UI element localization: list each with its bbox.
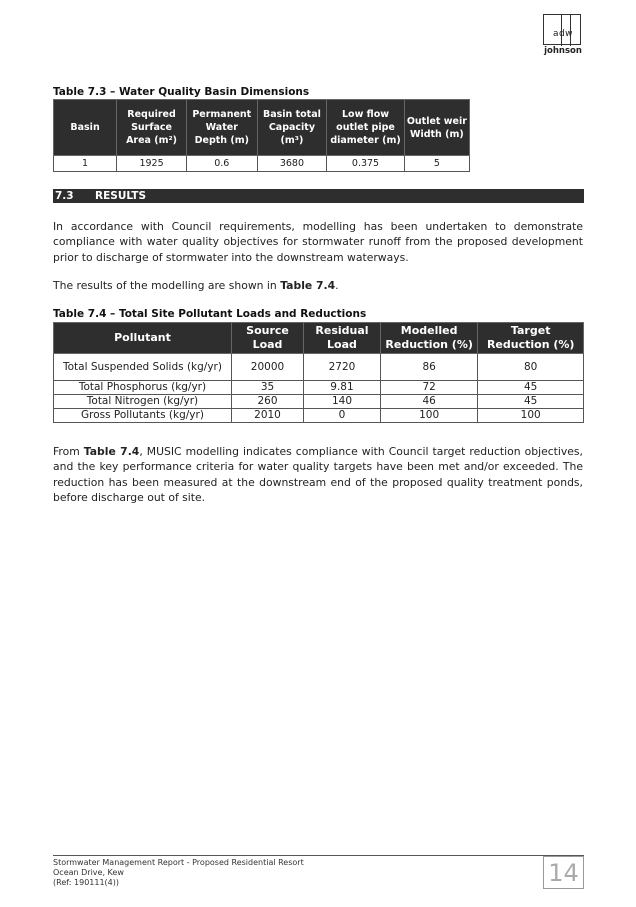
table-cell: Gross Pollutants (kg/yr) — [54, 409, 232, 423]
table-row — [54, 409, 584, 423]
section-number: 7.3 — [55, 190, 74, 202]
table-cell: 45 — [478, 381, 584, 395]
table-cell: 100 — [478, 409, 584, 423]
table-cell: 72 — [380, 381, 478, 395]
footer-location: Ocean Drive, Kew — [53, 868, 124, 877]
footer-info — [53, 858, 304, 888]
footer-reference: (Ref: 190111(4)) — [53, 878, 120, 887]
table-cell: 2720 — [304, 354, 381, 381]
table-cell: 5 — [404, 156, 469, 172]
pollutant-loads-table — [53, 322, 584, 423]
header-cell: Basin total Capacity (m³) — [257, 100, 327, 156]
table-cell: 35 — [231, 381, 303, 395]
table-cell: 46 — [380, 395, 478, 409]
table-cell: 0.375 — [327, 156, 404, 172]
header-cell: Low flow outlet pipe diameter (m) — [327, 100, 404, 156]
table-row — [54, 354, 584, 381]
paragraph-text: . — [335, 279, 339, 292]
footer-divider — [53, 855, 584, 856]
paragraph-results-ref — [53, 278, 583, 293]
table-cell: 45 — [478, 395, 584, 409]
logo-mark-box — [543, 14, 581, 45]
logo-name: johnson — [544, 46, 582, 56]
section-heading — [53, 189, 584, 203]
header-cell: Basin — [54, 100, 117, 156]
header-cell: Required Surface Area (m²) — [117, 100, 187, 156]
table-cell: 20000 — [231, 354, 303, 381]
table-cell: 86 — [380, 354, 478, 381]
footer-report-title: Stormwater Management Report - Proposed Residential Resort — [53, 858, 304, 867]
paragraph-intro: In accordance with Council requirements, modelling has been undertaken to demonstrate compliance with water quality objectives for stormwater runoff from the proposed development prior to discharge of stormwater into the downstream waterways. — [53, 220, 583, 264]
header-cell: Target Reduction (%) — [478, 323, 584, 354]
table73-caption: Table 7.3 – Water Quality Basin Dimensions — [53, 86, 310, 98]
table-row — [54, 381, 584, 395]
page-number: 14 — [543, 856, 584, 889]
table-cell: Total Phosphorus (kg/yr) — [54, 381, 232, 395]
table-cell: 1 — [54, 156, 117, 172]
table-header-row — [54, 323, 584, 354]
paragraph-text: From — [53, 445, 84, 458]
header-cell: Permanent Water Depth (m) — [187, 100, 258, 156]
table74-caption: Table 7.4 – Total Site Pollutant Loads and Reductions — [53, 308, 367, 320]
logo-mark-text: adw — [552, 29, 574, 39]
table-cell: 3680 — [257, 156, 327, 172]
header-cell: Pollutant — [54, 323, 232, 354]
table-cell: 2010 — [231, 409, 303, 423]
basin-dimensions-table — [53, 99, 470, 172]
table-cell: 260 — [231, 395, 303, 409]
paragraph-text: , MUSIC modelling indicates compliance with Council target reduction objectives, and the key performance criteria for water quality targets have been met and/or exceeded. The reduction has been measured at the downstream end of the proposed quality treatment ponds, before discharge out of site. — [53, 445, 583, 504]
table-cell: 1925 — [117, 156, 187, 172]
table-cell: 80 — [478, 354, 584, 381]
table-cell: Total Suspended Solids (kg/yr) — [54, 354, 232, 381]
table-cell: 140 — [304, 395, 381, 409]
table-row — [54, 156, 470, 172]
table-cell: 9.81 — [304, 381, 381, 395]
table-reference: Table 7.4 — [83, 445, 140, 458]
company-logo — [543, 14, 583, 60]
table-cell: 0 — [304, 409, 381, 423]
header-cell: Residual Load — [304, 323, 381, 354]
table-row — [54, 395, 584, 409]
table-cell: Total Nitrogen (kg/yr) — [54, 395, 232, 409]
section-title: RESULTS — [95, 190, 147, 202]
header-cell: Source Load — [231, 323, 303, 354]
table-cell: 0.6 — [187, 156, 258, 172]
header-cell: Modelled Reduction (%) — [380, 323, 478, 354]
paragraph-text: The results of the modelling are shown in — [53, 279, 281, 292]
table-cell: 100 — [380, 409, 478, 423]
table-header-row — [54, 100, 470, 156]
header-cell: Outlet weir Width (m) — [404, 100, 469, 156]
paragraph-conclusion — [53, 444, 583, 505]
table-reference: Table 7.4 — [280, 279, 336, 292]
